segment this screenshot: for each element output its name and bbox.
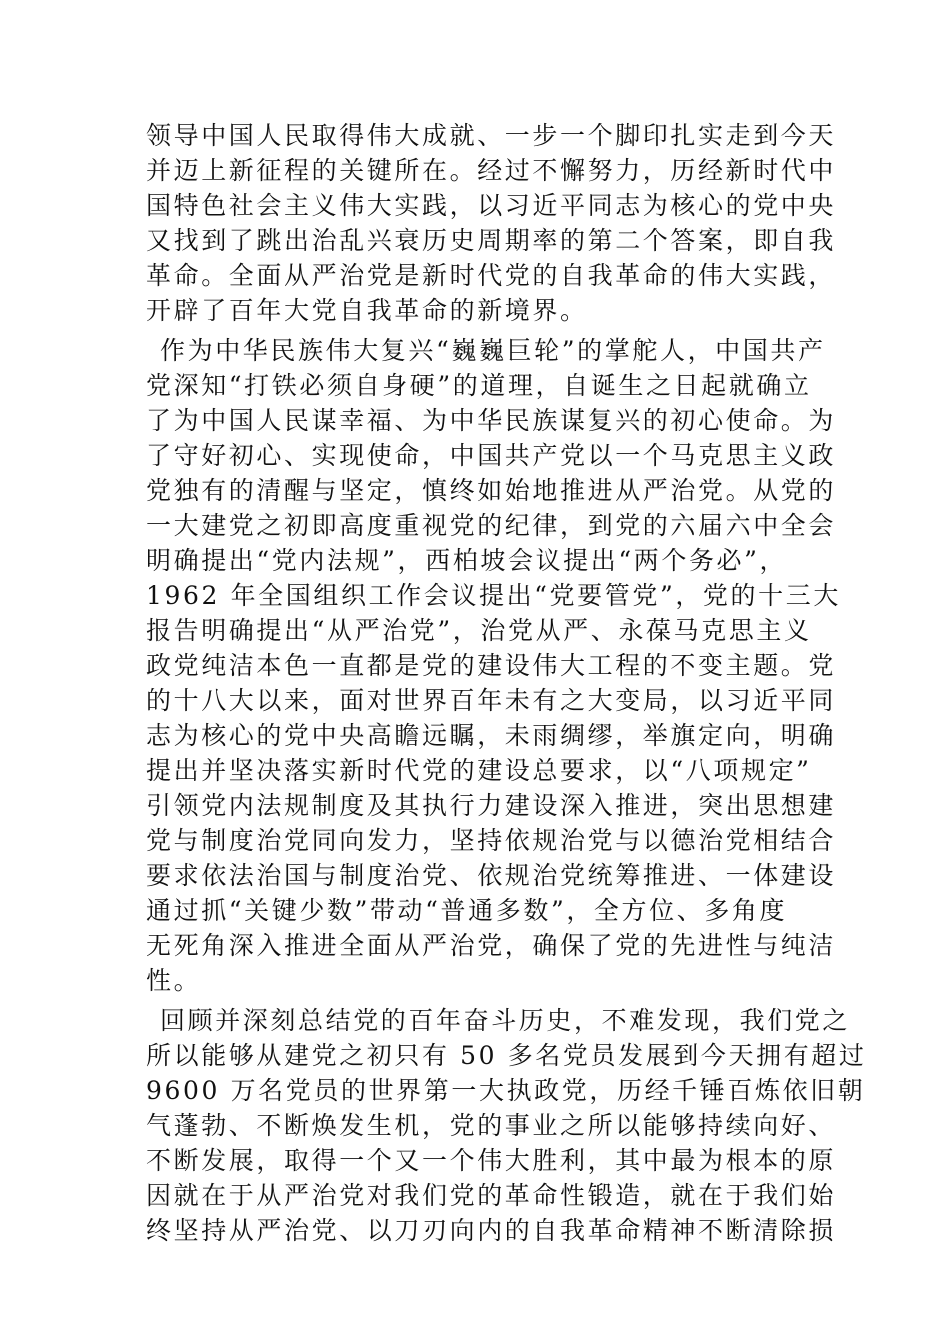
text-line: 党与制度治党同向发力，坚持依规治党与以德治党相结合 [146, 826, 837, 855]
text-line: 提出并坚决落实新时代党的建设总要求，以“八项规定” [146, 756, 812, 785]
text-line: 领导中国人民取得伟大成就、一步一个脚印扎实走到今天 [146, 121, 837, 150]
text-line: 9600 万名党员的世界第一大执政党，历经千锤百炼依旧朝 [146, 1076, 866, 1105]
paragraph-1 [146, 118, 837, 328]
text-line: 国特色社会主义伟大实践，以习近平同志为核心的党中央 [146, 191, 837, 220]
text-line: 志为核心的党中央高瞻远瞩，未雨绸缪，举旗定向，明确 [146, 721, 837, 750]
text-line: 要求依法治国与制度治党、依规治党统筹推进、一体建设 [146, 861, 837, 890]
text-line: 1962 年全国组织工作会议提出“党要管党”，党的十三大 [146, 581, 841, 610]
text-line: 了守好初心、实现使命，中国共产党以一个马克思主义政 [146, 441, 837, 470]
text-line: 报告明确提出“从严治党”，治党从严、永葆马克思主义 [146, 616, 812, 645]
paragraph-3 [146, 1003, 867, 1248]
text-line: 开辟了百年大党自我革命的新境界。 [146, 296, 588, 325]
text-line: 党独有的清醒与坚定，慎终如始地推进从严治党。从党的 [146, 476, 837, 505]
text-line: 党深知“打铁必须自身硬”的道理，自诞生之日起就确立 [146, 371, 812, 400]
text-line: 性。 [146, 966, 202, 995]
text-line: 气蓬勃、不断焕发生机，党的事业之所以能够持续向好、 [146, 1111, 837, 1140]
body-text [146, 118, 867, 1248]
text-line: 作为中华民族伟大复兴“巍巍巨轮”的掌舵人，中国共产 [160, 336, 826, 365]
text-line: 回顾并深刻总结党的百年奋斗历史，不难发现，我们党之 [160, 1006, 851, 1035]
text-line: 终坚持从严治党、以刀刃向内的自我革命精神不断清除损 [146, 1216, 837, 1245]
text-line: 了为中国人民谋幸福、为中华民族谋复兴的初心使命。为 [146, 406, 837, 435]
text-line: 的十八大以来，面对世界百年未有之大变局，以习近平同 [146, 686, 837, 715]
text-line: 不断发展，取得一个又一个伟大胜利，其中最为根本的原 [146, 1146, 837, 1175]
text-line: 所以能够从建党之初只有 50 多名党员发展到今天拥有超过 [146, 1041, 867, 1070]
text-line: 无死角深入推进全面从严治党，确保了党的先进性与纯洁 [146, 931, 837, 960]
text-line: 政党纯洁本色一直都是党的建设伟大工程的不变主题。党 [146, 651, 837, 680]
text-line: 明确提出“党内法规”，西柏坡会议提出“两个务必”， [146, 546, 788, 575]
text-line: 并迈上新征程的关键所在。经过不懈努力，历经新时代中 [146, 156, 837, 185]
text-line: 革命。全面从严治党是新时代党的自我革命的伟大实践， [146, 261, 837, 290]
paragraph-2 [146, 333, 841, 998]
text-line: 引领党内法规制度及其执行力建设深入推进，突出思想建 [146, 791, 837, 820]
text-line: 一大建党之初即高度重视党的纪律，到党的六届六中全会 [146, 511, 837, 540]
text-line: 因就在于从严治党对我们党的革命性锻造，就在于我们始 [146, 1181, 837, 1210]
text-line: 通过抓“关键少数”带动“普通多数”，全方位、多角度 [146, 896, 788, 925]
text-line: 又找到了跳出治乱兴衰历史周期率的第二个答案，即自我 [146, 226, 837, 255]
